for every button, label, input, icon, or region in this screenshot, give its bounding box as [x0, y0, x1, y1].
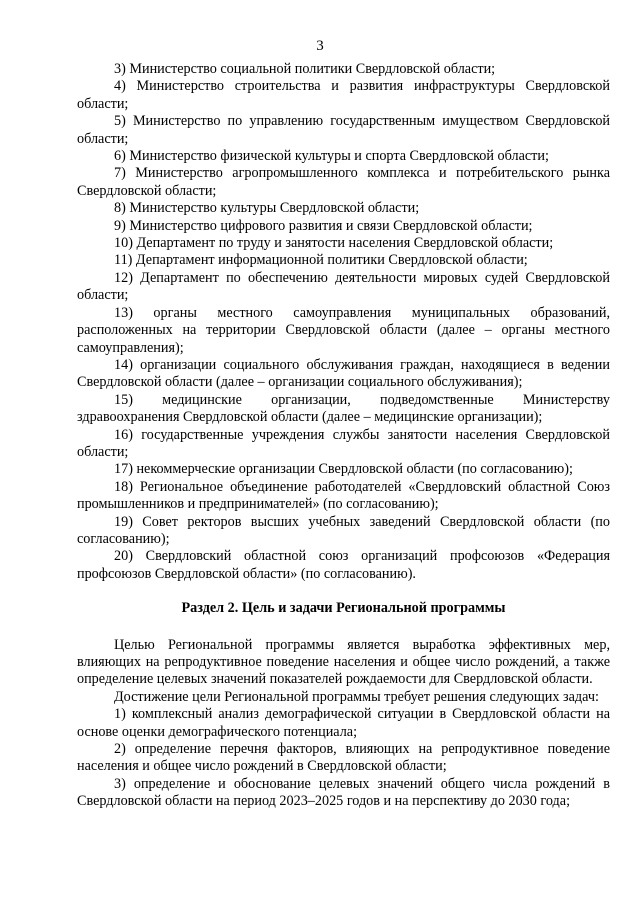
list-item-8: 8) Министерство культуры Свердловской области;: [114, 200, 420, 217]
list-item-13: 13) органы местного самоуправления муниципальных образований, расположенных на территории Свердловской области (далее – органы местного самоуправления);: [77, 304, 610, 356]
tasks-intro-paragraph: Достижение цели Региональной программы требует решения следующих задач:: [114, 688, 599, 705]
list-item-9: 9) Министерство цифрового развития и связи Свердловской области;: [114, 217, 533, 234]
list-item-6: 6) Министерство физической культуры и спорта Свердловской области;: [114, 148, 549, 165]
list-item-16: 16) государственные учреждения службы занятости населения Свердловской области;: [77, 426, 610, 460]
list-item-7: 7) Министерство агропромышленного комплекса и потребительского рынка Свердловской области;: [77, 165, 610, 199]
list-item-17: 17) некоммерческие организации Свердловской области (по согласованию);: [114, 461, 573, 478]
list-item-10: 10) Департамент по труду и занятости населения Свердловской области;: [114, 235, 554, 252]
list-item-11: 11) Департамент информационной политики Свердловской области;: [114, 252, 528, 269]
list-item-20: 20) Свердловский областной союз организаций профсоюзов «Федерация профсоюзов Свердловской области» (по согласованию).: [77, 548, 610, 582]
list-item-19: 19) Совет ректоров высших учебных заведений Свердловской области (по согласованию);: [77, 513, 610, 547]
goal-paragraph: Целью Региональной программы является выработка эффективных мер, влияющих на репродуктивное поведение населения и общее число рождений, а также определение целевых значений показателей рождаемости для Свердловской области.: [77, 636, 610, 688]
page-number: 3: [316, 38, 324, 54]
list-item-4: 4) Министерство строительства и развития инфраструктуры Свердловской области;: [77, 78, 610, 112]
list-item-5: 5) Министерство по управлению государственным имуществом Свердловской области;: [77, 113, 610, 147]
task-item-1: 1) комплексный анализ демографической ситуации в Свердловской области на основе оценки демографического потенциала;: [77, 706, 610, 740]
task-item-2: 2) определение перечня факторов, влияющих на репродуктивное поведение населения и общее число рождений в Свердловской области;: [77, 741, 610, 775]
list-item-15: 15) медицинские организации, подведомственные Министерству здравоохранения Свердловской области (далее – медицинские организации);: [77, 391, 610, 426]
list-item-14: 14) организации социального обслуживания граждан, находящиеся в ведении Свердловской области (далее – организации социального обслуживания);: [77, 356, 610, 391]
list-item-18: 18) Региональное объединение работодателей «Свердловский областной Союз промышленников и предпринимателей» (по согласованию);: [77, 478, 610, 513]
document-body: [77, 61, 610, 811]
task-item-3: 3) определение и обоснование целевых значений общего числа рождений в Свердловской области на период 2023–2025 годов и на перспективу до 2030 года;: [77, 775, 610, 810]
list-item-3: 3) Министерство социальной политики Свердловской области;: [114, 61, 496, 77]
section-heading: Раздел 2. Цель и задачи Региональной программы: [181, 600, 506, 617]
list-item-12: 12) Департамент по обеспечению деятельности мировых судей Свердловской области;: [77, 269, 610, 304]
